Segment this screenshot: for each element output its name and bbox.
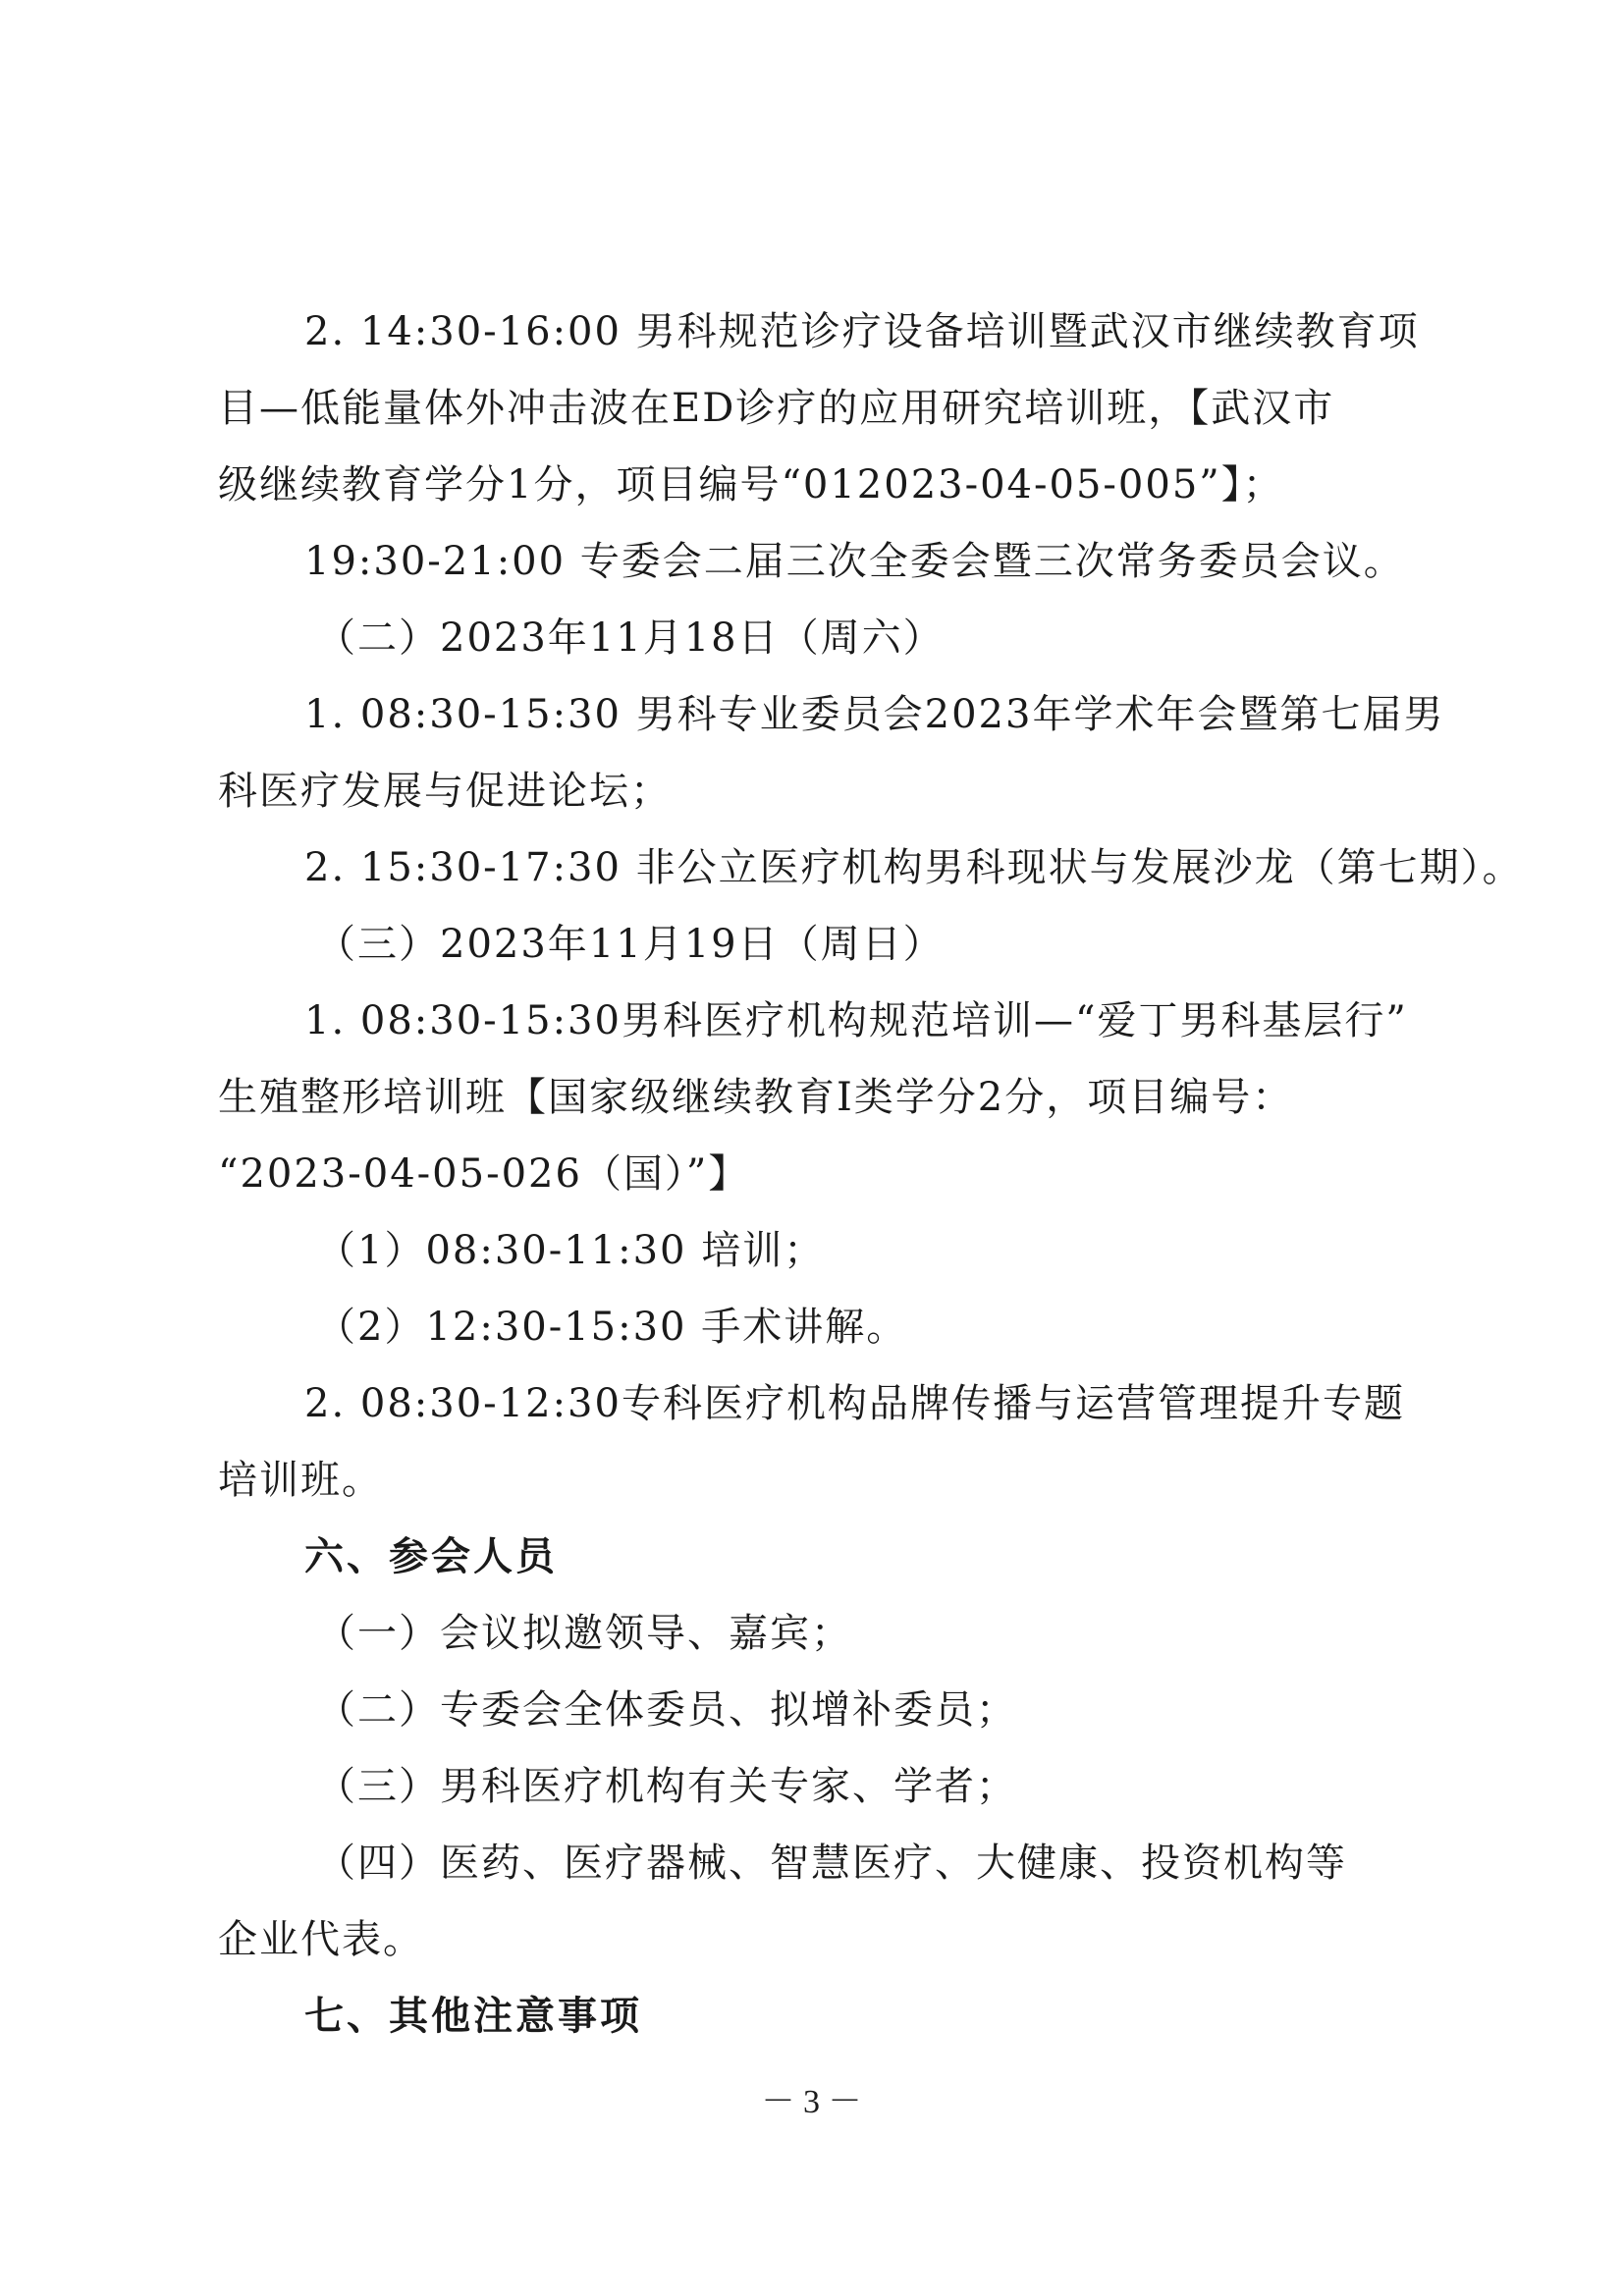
day-3-item-1-line-2: 生殖整形培训班【国家级继续教育I类学分2分，项目编号： bbox=[218, 1075, 1294, 1120]
attendee-item-1: （一）会议拟邀领导、嘉宾； bbox=[316, 1611, 852, 1656]
attendee-item-4-line-2: 企业代表。 bbox=[218, 1917, 424, 1962]
day-3-item-1-line-3: “2023-04-05-026（国）”】 bbox=[218, 1151, 750, 1197]
agenda-item-2-line-3: 级继续教育学分1分，项目编号“012023-04-05-005”】； bbox=[218, 462, 1284, 507]
attendee-item-3: （三）男科医疗机构有关专家、学者； bbox=[316, 1764, 1017, 1809]
agenda-item-2-line-1: 2. 14:30-16:00 男科规范诊疗设备培训暨武汉市继续教育项 bbox=[304, 309, 1420, 354]
day-3-item-2-line-1: 2. 08:30-12:30专科医疗机构品牌传播与运营管理提升专题 bbox=[304, 1381, 1405, 1426]
agenda-item-2-line-2: 目—低能量体外冲击波在ED诊疗的应用研究培训班，【武汉市 bbox=[218, 386, 1335, 431]
day-2-item-2-line: 2. 15:30-17:30 非公立医疗机构男科现状与发展沙龙（第七期）。 bbox=[304, 845, 1524, 890]
page-number: － 3 － bbox=[761, 2084, 862, 2120]
day-3-sub-item-2: （2）12:30-15:30 手术讲解。 bbox=[316, 1305, 908, 1350]
section-6-heading: 六、参会人员 bbox=[304, 1534, 558, 1579]
day-2-heading: （二）2023年11月18日（周六） bbox=[316, 615, 945, 661]
day-3-heading: （三）2023年11月19日（周日） bbox=[316, 922, 945, 967]
attendee-item-2: （二）专委会全体委员、拟增补委员； bbox=[316, 1687, 1017, 1733]
day-3-item-1-line-1: 1. 08:30-15:30男科医疗机构规范培训—“爱丁男科基层行” bbox=[304, 998, 1408, 1043]
section-7-heading: 七、其他注意事项 bbox=[304, 1994, 642, 2039]
day-2-item-1-line-1: 1. 08:30-15:30 男科专业委员会2023年学术年会暨第七届男 bbox=[304, 692, 1445, 737]
evening-meeting-line: 19:30-21:00 专委会二届三次全委会暨三次常务委员会议。 bbox=[304, 539, 1405, 584]
day-2-item-1-line-2: 科医疗发展与促进论坛； bbox=[218, 769, 672, 814]
attendee-item-4-line-1: （四）医药、医疗器械、智慧医疗、大健康、投资机构等 bbox=[316, 1841, 1347, 1886]
day-3-sub-item-1: （1）08:30-11:30 培训； bbox=[316, 1228, 826, 1273]
day-3-item-2-line-2: 培训班。 bbox=[218, 1458, 383, 1503]
